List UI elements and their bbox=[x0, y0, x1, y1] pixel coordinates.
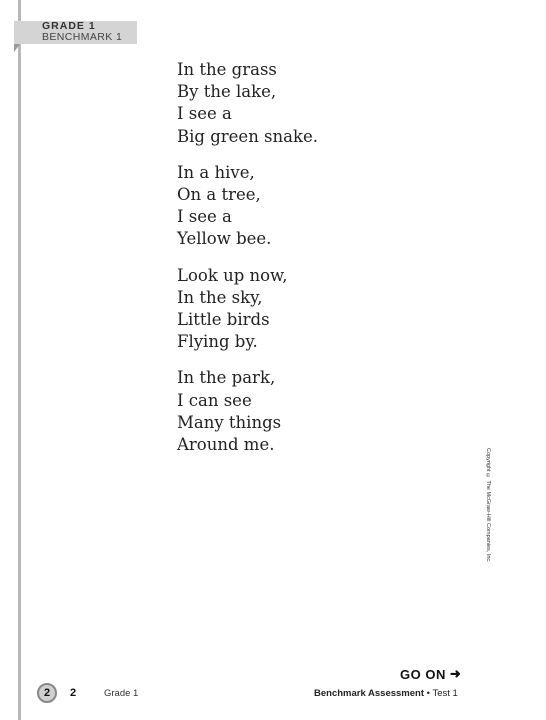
poem-line: I see a bbox=[177, 207, 232, 227]
assessment-title: Benchmark Assessment bbox=[314, 688, 425, 699]
go-on-label: GO ON bbox=[400, 666, 446, 682]
poem-line: Look up now, bbox=[177, 265, 288, 285]
poem-line: In a hive, bbox=[177, 162, 255, 182]
poem-stanza bbox=[177, 265, 318, 354]
benchmark-label: BENCHMARK 1 bbox=[42, 31, 123, 43]
poem-line: Many things bbox=[177, 412, 282, 432]
go-on-prompt bbox=[400, 666, 461, 682]
poem-line: Flying by. bbox=[177, 332, 258, 352]
poem-line: In the grass bbox=[177, 60, 277, 79]
poem-line: In the park, bbox=[177, 368, 276, 388]
poem-stanza bbox=[177, 367, 318, 456]
header-tab-fold bbox=[14, 44, 20, 52]
poem-line: Little birds bbox=[177, 310, 270, 330]
grade-label: GRADE 1 bbox=[42, 20, 96, 32]
poem-stanza bbox=[177, 162, 318, 251]
footer-grade-label: Grade 1 bbox=[104, 688, 139, 699]
poem bbox=[177, 59, 318, 470]
poem-line: I can see bbox=[177, 390, 252, 410]
grade-header-tab bbox=[14, 21, 137, 44]
poem-line: In the sky, bbox=[177, 287, 263, 307]
right-arrow-icon: ➜ bbox=[449, 666, 462, 681]
poem-line: Around me. bbox=[177, 435, 275, 455]
copyright-notice: Copyright © The McGraw-Hill Companies, Inc. bbox=[485, 448, 491, 563]
poem-line: On a tree, bbox=[177, 185, 261, 205]
test-label: Test 1 bbox=[432, 688, 458, 699]
poem-line: Big green snake. bbox=[177, 126, 318, 146]
poem-stanza bbox=[177, 59, 318, 148]
page-number-badge: 2 bbox=[37, 683, 57, 703]
poem-line: Yellow bee. bbox=[177, 229, 272, 249]
poem-line: By the lake, bbox=[177, 82, 277, 102]
bullet-separator: • bbox=[424, 688, 433, 699]
poem-line: I see a bbox=[177, 104, 232, 124]
page-number: 2 bbox=[70, 687, 77, 699]
footer-assessment-label bbox=[314, 688, 458, 699]
page-spine-rule bbox=[18, 0, 21, 720]
